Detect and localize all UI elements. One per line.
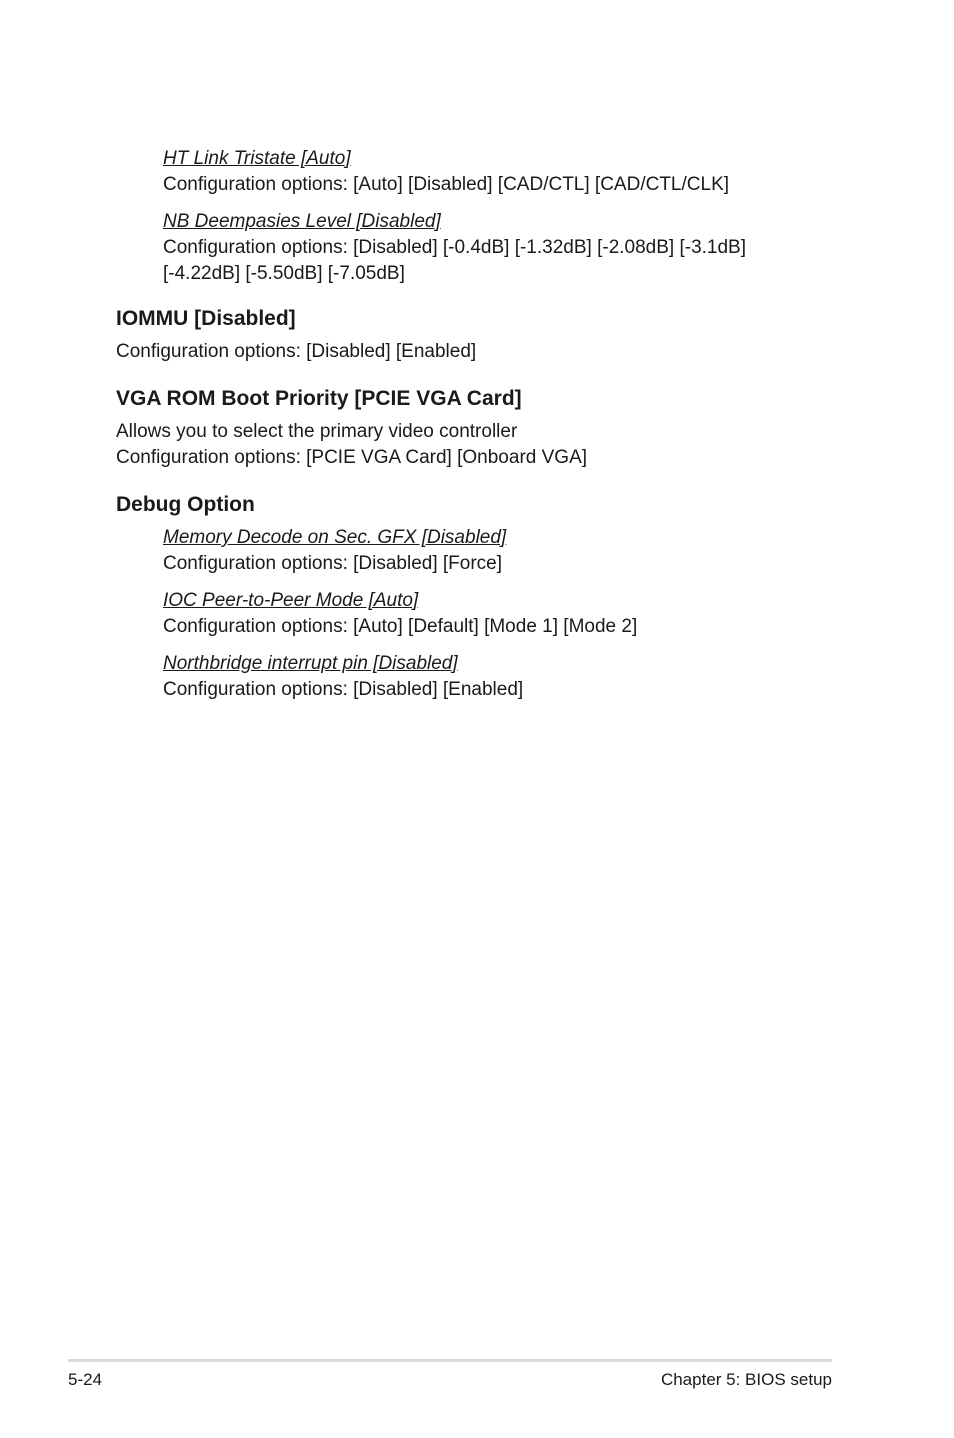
iommu-options: Configuration options: [Disabled] [Enabled]	[116, 341, 477, 362]
ht-link-tristate-options: Configuration options: [Auto] [Disabled] [CAD/CTL] [CAD/CTL/CLK]	[163, 174, 730, 195]
debug-section	[116, 491, 876, 703]
page-number: 5-24	[68, 1370, 103, 1389]
vga-rom-description: Allows you to select the primary video controller	[116, 421, 518, 442]
ioc-peer-item	[163, 588, 876, 640]
debug-items	[116, 525, 876, 703]
ioc-peer-title: IOC Peer-to-Peer Mode [Auto]	[163, 590, 419, 611]
nb-deempasies-options-line1: Configuration options: [Disabled] [-0.4dB] [-1.32dB] [-2.08dB] [-3.1dB]	[163, 237, 747, 258]
ioc-peer-options: Configuration options: [Auto] [Default] [Mode 1] [Mode 2]	[163, 616, 638, 637]
debug-heading: Debug Option	[116, 493, 255, 516]
ht-link-tristate-title: HT Link Tristate [Auto]	[163, 148, 351, 169]
vga-rom-heading: VGA ROM Boot Priority [PCIE VGA Card]	[116, 387, 522, 410]
footer-divider	[68, 1359, 832, 1362]
memory-decode-title: Memory Decode on Sec. GFX [Disabled]	[163, 527, 507, 548]
nb-deempasies-options-line2: [-4.22dB] [-5.50dB] [-7.05dB]	[163, 263, 405, 284]
manual-page-content	[116, 146, 876, 714]
iommu-heading: IOMMU [Disabled]	[116, 307, 296, 330]
northbridge-interrupt-title: Northbridge interrupt pin [Disabled]	[163, 653, 458, 674]
nb-deempasies-item	[163, 209, 876, 287]
iommu-section	[116, 305, 876, 365]
northbridge-interrupt-item	[163, 651, 876, 703]
nb-deempasies-title: NB Deempasies Level [Disabled]	[163, 211, 441, 232]
chapter-label: Chapter 5: BIOS setup	[660, 1370, 832, 1389]
vga-rom-options: Configuration options: [PCIE VGA Card] [Onboard VGA]	[116, 447, 588, 468]
northbridge-interrupt-options: Configuration options: [Disabled] [Enabled]	[163, 679, 524, 700]
vga-rom-section	[116, 385, 876, 471]
memory-decode-item	[163, 525, 876, 577]
memory-decode-options: Configuration options: [Disabled] [Force]	[163, 553, 503, 574]
ht-link-tristate-item	[163, 146, 876, 198]
